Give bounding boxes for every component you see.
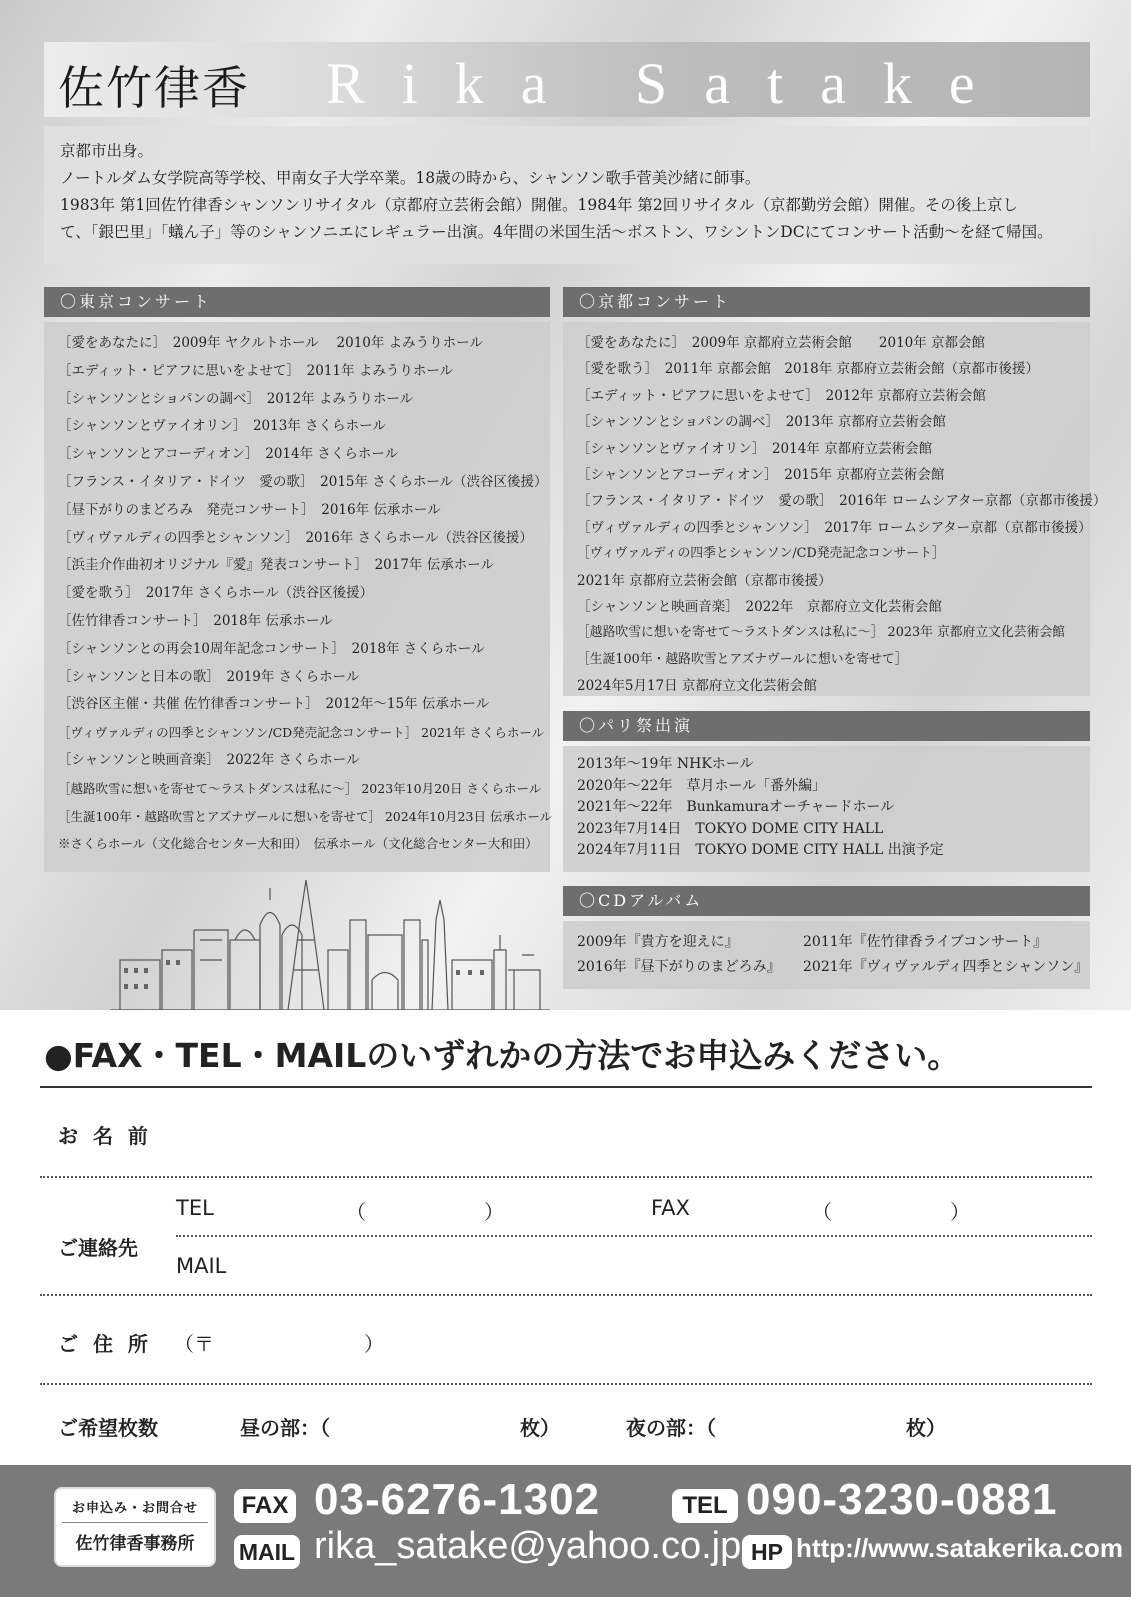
list-item: ［佐竹律香コンサート］ 2018年 伝承ホール — [58, 612, 333, 629]
list-item: ［ヴィヴァルディの四季とシャンソン/CD発売記念コンサート］ 2021年 さくらホール — [58, 725, 545, 741]
tel-label: TEL — [176, 1196, 214, 1220]
list-item: ［愛をあなたに］ 2009年 ヤクルトホール 2010年 よみうりホール — [58, 335, 483, 351]
tickets-label: ご希望枚数 — [58, 1416, 158, 1440]
divider — [176, 1235, 1092, 1237]
address-label: ご 住 所 — [58, 1332, 152, 1356]
venue-note: ※さくらホール（文化総合センター大和田） 伝承ホール（文化総合センター大和田） — [58, 836, 538, 852]
list-item: ［シャンソンとショパンの調べ］ 2013年 京都府立芸術会館 — [577, 414, 946, 431]
list-item: ［渋谷区主催・共催 佐竹律香コンサート］ 2012年〜15年 伝承ホール — [58, 696, 490, 713]
list-item: ［愛をあなたに］ 2009年 京都府立芸術会館 2010年 京都会館 — [577, 335, 986, 351]
divider — [40, 1294, 1092, 1296]
bio-line: 1983年 第1回佐竹律香シャンソンリサイタル（京都府立芸術会館）開催。1984年 第2回リサイタル（京都勤労会館）開催。その後上京し — [60, 196, 1018, 214]
name-label: お 名 前 — [58, 1124, 152, 1148]
fax-paren-open: （ — [812, 1200, 832, 1224]
list-item: 2024年7月11日 TOKYO DOME CITY HALL 出演予定 — [577, 842, 944, 859]
list-item: ［シャンソンと映画音楽］ 2022年 京都府立文化芸術会館 — [577, 598, 942, 615]
list-item: ［フランス・イタリア・ドイツ 愛の歌］ 2015年 さくらホール（渋谷区後援） — [58, 473, 548, 490]
list-item: 2023年7月14日 TOKYO DOME CITY HALL — [577, 820, 884, 837]
fax-label: FAX — [651, 1196, 690, 1220]
name-english: Rika Satake — [326, 51, 1012, 116]
tokyo-list — [44, 322, 553, 872]
list-item: ［ヴィヴァルディの四季とシャンソン］ 2017年 ロームシアター京都（京都市後援） — [577, 519, 1092, 536]
album-item: 2016年『昼下がりのまどろみ』 — [577, 959, 781, 975]
tel-field[interactable] — [240, 1190, 620, 1226]
mail-field[interactable] — [250, 1245, 1080, 1285]
fax-paren-close: ） — [950, 1200, 970, 1224]
tel-number[interactable]: 090-3230-0881 — [746, 1475, 1058, 1524]
list-item: ［生誕100年・越路吹雪とアズナヴールに想いを寄せて］ — [577, 651, 908, 667]
address-field[interactable] — [170, 1310, 1080, 1374]
list-item: ［昼下がりのまどろみ 発売コンサート］ 2016年 伝承ホール — [58, 501, 441, 518]
tel-tag: TEL — [672, 1489, 738, 1523]
bio-line: ノートルダム女学院高等学校、甲南女子大学卒業。18歳の時から、シャンソン歌手菅美沙緒に師事。 — [60, 169, 761, 187]
list-item: ［生誕100年・越路吹雪とアズナヴールに想いを寄せて］ 2024年10月23日 伝承ホール — [58, 808, 553, 824]
list-item-continued: 2021年 京都府立芸術会館（京都市後援） — [577, 572, 832, 589]
divider — [40, 1176, 1092, 1178]
list-item-continued: 2024年5月17日 京都府立文化芸術会館 — [577, 678, 817, 695]
contact-box — [54, 1487, 216, 1567]
contact-title: お申込み・お問合せ — [62, 1497, 208, 1523]
name-japanese: 佐竹律香 — [58, 61, 250, 115]
website-link[interactable]: http://www.satakerika.com — [796, 1533, 1124, 1563]
mail-tag: MAIL — [234, 1535, 300, 1569]
night-sheet-close: 枚） — [906, 1416, 946, 1440]
day-sheet-close: 枚） — [520, 1416, 560, 1440]
night-label: 夜の部：（ — [626, 1416, 716, 1440]
list-item: ［愛を歌う］ 2011年 京都会館 2018年 京都府立芸術会館（京都市後援） — [577, 361, 1040, 378]
bio-line: て、「銀巴里」「蟻ん子」等のシャンソニエにレギュラー出演。4年間の米国生活〜ボストン、ワシントンDCにてコンサート活動〜を経て帰国。 — [60, 223, 1053, 241]
mail-label: MAIL — [176, 1254, 227, 1278]
name-field[interactable] — [170, 1100, 1080, 1170]
list-item: ［シャンソンとアコーディオン］ 2014年 さくらホール — [58, 446, 399, 463]
title-bar — [44, 42, 1090, 117]
list-item: ［愛を歌う］ 2017年 さくらホール（渋谷区後援） — [58, 585, 374, 602]
day-label: 昼の部：（ — [240, 1416, 330, 1440]
list-item: ［エディット・ピアフに思いをよせて］ 2012年 京都府立芸術会館 — [577, 387, 986, 404]
list-item: ［フランス・イタリア・ドイツ 愛の歌］ 2016年 ロームシアター京都（京都市後援） — [577, 493, 1107, 510]
cd-list — [563, 921, 1090, 989]
tel-paren-close: ） — [484, 1200, 504, 1224]
fax-field[interactable] — [710, 1190, 1080, 1226]
contact-footer — [0, 1465, 1131, 1597]
list-item: ［シャンソンとヴァイオリン］ 2013年 さくらホール — [58, 418, 386, 435]
list-item: ［シャンソンと日本の歌］ 2019年 さくらホール — [58, 668, 360, 685]
day-tickets-field[interactable] — [340, 1405, 510, 1441]
list-item: ［浜圭介作曲初オリジナル『愛』発表コンサート］ 2017年 伝承ホール — [58, 557, 494, 574]
divider — [40, 1383, 1092, 1385]
fax-number: 03-6276-1302 — [314, 1475, 601, 1524]
list-item: 2020年〜22年 草月ホール「番外編」 — [577, 777, 827, 794]
list-item: ［シャンソンとアコーディオン］ 2015年 京都府立芸術会館 — [577, 466, 945, 483]
form-title: ●FAX・TEL・MAILのいずれかの方法でお申込みください。 — [44, 1036, 961, 1075]
cd-heading: 〇CDアルバム — [563, 886, 1090, 916]
office-name: 佐竹律香事務所 — [75, 1534, 195, 1554]
paris-list — [563, 746, 1090, 872]
list-item: ［ヴィヴァルディの四季とシャンソン］ 2016年 さくらホール（渋谷区後援） — [58, 529, 533, 546]
list-item: ［シャンソンとショパンの調べ］ 2012年 よみうりホール — [58, 390, 414, 407]
list-item: ［シャンソンとの再会10周年記念コンサート］ 2018年 さくらホール — [58, 640, 485, 657]
list-item: 2013年〜19年 NHKホール — [577, 756, 754, 772]
list-item: ［越路吹雪に想いを寄せて〜ラストダンスは私に〜］ 2023年 京都府立文化芸術会館 — [577, 625, 1065, 641]
album-item: 2011年『佐竹律香ライブコンサート』 — [803, 934, 1048, 950]
divider — [40, 1086, 1092, 1088]
postal-paren-open: （〒 — [174, 1332, 214, 1356]
hp-tag: HP — [742, 1535, 792, 1569]
list-item: 2021年〜22年 Bunkamuraオーチャードホール — [577, 799, 895, 816]
album-item: 2009年『貴方を迎えに』 — [577, 934, 739, 950]
fax-tag: FAX — [234, 1489, 296, 1523]
list-item: ［シャンソンとヴァイオリン］ 2014年 京都府立芸術会館 — [577, 440, 933, 457]
list-item: ［ヴィヴァルディの四季とシャンソン/CD発売記念コンサート］ — [577, 546, 945, 562]
kyoto-heading: 〇京都コンサート — [563, 287, 1090, 317]
biography — [44, 126, 1090, 264]
tel-paren-open: （ — [346, 1200, 366, 1224]
list-item: ［越路吹雪に想いを寄せて〜ラストダンスは私に〜］ 2023年10月20日 さくらホール — [58, 780, 542, 796]
list-item: ［エディット・ピアフに思いをよせて］ 2011年 よみうりホール — [58, 362, 454, 379]
album-item: 2021年『ヴィヴァルディ四季とシャンソン』 — [803, 959, 1089, 975]
night-tickets-field[interactable] — [726, 1405, 896, 1441]
bio-line: 京都市出身。 — [60, 142, 154, 160]
contact-label: ご連絡先 — [58, 1236, 138, 1260]
paris-skyline-illustration — [110, 880, 550, 1010]
email-link[interactable]: rika_satake@yahoo.co.jp — [314, 1525, 742, 1567]
tokyo-heading: 〇東京コンサート — [44, 287, 550, 317]
list-item: ［シャンソンと映画音楽］ 2022年 さくらホール — [58, 751, 360, 768]
kyoto-list — [563, 322, 1107, 696]
postal-paren-close: ） — [364, 1332, 384, 1356]
paris-heading: 〇パリ祭出演 — [563, 711, 1090, 741]
